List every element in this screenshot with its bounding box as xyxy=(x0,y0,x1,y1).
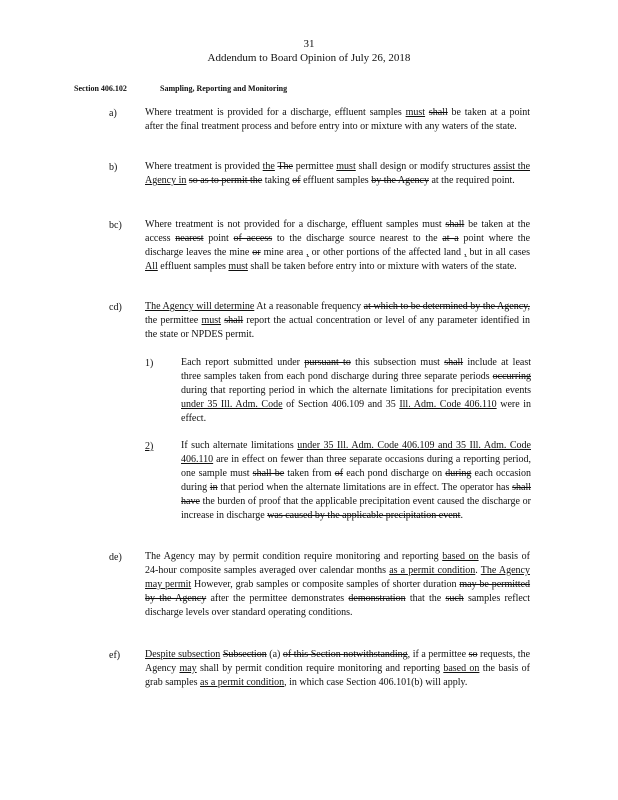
paragraph-label-d: cd) xyxy=(109,302,122,313)
paragraph-a: Where treatment is provided for a discharge, effluent samples must shall be taken at a point after the final treatment process and before entry into or mixture with any waters of the state. xyxy=(145,107,531,132)
paragraph-f: Despite subsection Subsection (a) of this Section notwithstanding, if a permittee so requests, the Agency may shall by permit condition require monitoring and reporting based on the basis of grab samples as a permit condition, in which case Section 406.101(b) will apply. xyxy=(145,649,531,688)
section-title: Sampling, Reporting and Monitoring xyxy=(160,84,288,93)
paragraph-b: Where treatment is provided the The permittee must shall design or modify structures assist the Agency in so as to permit the taking of effluent samples by the Agency at the required point. xyxy=(145,161,531,186)
paragraph-e: The Agency may by permit condition require monitoring and reporting based on the basis of 24-hour composite samples averaged over calendar months as a permit condition. The Agency may permit However, grab samples or composite samples of shorter duration may be permitted by the Agency after the permittee demonstrates demonstration that the such samples reflect discharge levels over standard operating conditions. xyxy=(145,551,531,618)
paragraph-d2: If such alternate limitations under 35 Ill. Adm. Code 406.109 and 35 Ill. Adm. Code 406.110 are in effect on fewer than three separate occasions during a reporting period, one sample must shall be taken from of each pond discharge on during each occasion during in that period when the alternate limitations are in effect. The operator has shall have the burden of proof that the applicable precipitation event caused the discharge or increase in discharge was caused by the applicable precipitation event. xyxy=(181,440,532,521)
paragraph-label-b: b) xyxy=(109,162,118,173)
paragraph-d: The Agency will determine At a reasonable frequency at which to be determined by the Agency, the permittee must shall report the actual concentration or level of any parameter identified in the state or NPDES permit. xyxy=(145,301,530,340)
paragraph-label-e: de) xyxy=(109,552,122,563)
paragraph-label-d2: 2) xyxy=(145,441,154,452)
page-title: Addendum to Board Opinion of July 26, 2018 xyxy=(207,52,411,64)
paragraph-label-f: ef) xyxy=(109,650,121,661)
section-number: Section 406.102 xyxy=(74,84,127,93)
paragraph-label-d1: 1) xyxy=(145,358,154,369)
page-number: 31 xyxy=(303,38,315,50)
paragraph-d1: Each report submitted under pursuant to this subsection must shall include at least three samples taken from each pond discharge during three separate periods occurring during that reporting period in which the alternate limitations for precipitation events under 35 Ill. Adm. Code of Section 406.109 and 35 Ill. Adm. Code 406.110 were in effect. xyxy=(181,357,532,424)
paragraph-label-c: bc) xyxy=(109,220,122,231)
paragraph-c: Where treatment is not provided for a discharge, effluent samples must shall be taken at the access nearest point of access to the discharge source nearest to the at a point where the discharge leaves the mine or mine area , or other portions of the affected land , but in all cases All effluent samples must shall be taken before entry into or mixture with waters of the state. xyxy=(145,219,531,272)
paragraph-label-a: a) xyxy=(109,108,117,119)
